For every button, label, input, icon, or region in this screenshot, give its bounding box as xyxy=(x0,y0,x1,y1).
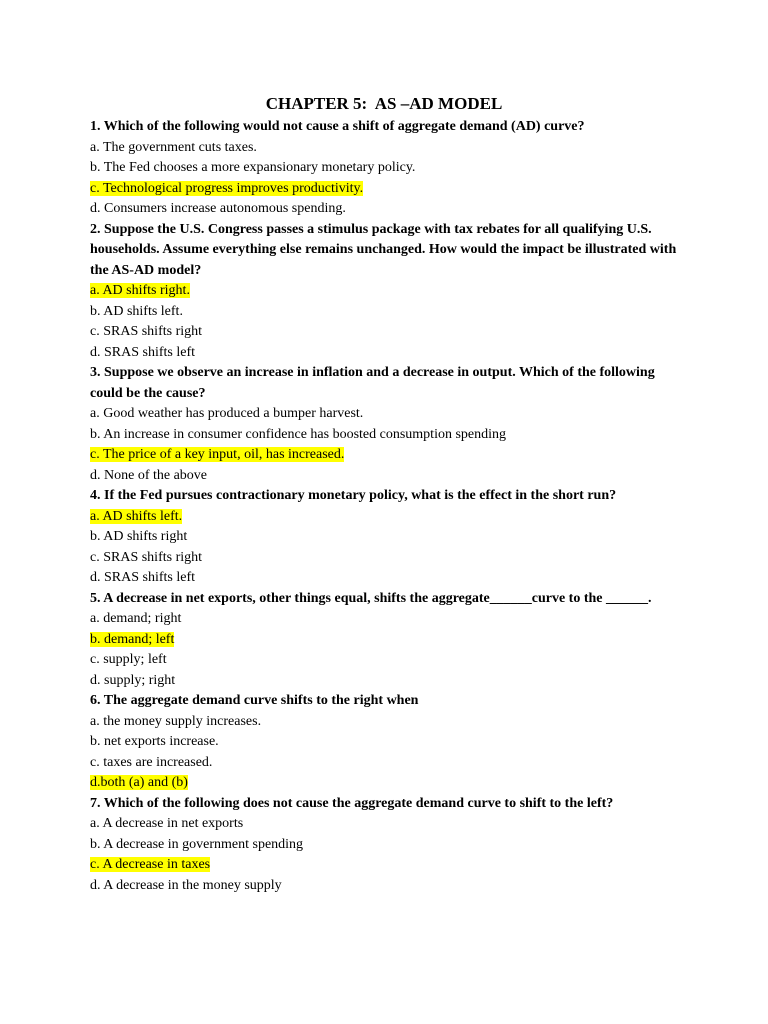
option-text: d. SRAS shifts left xyxy=(90,570,196,585)
answer-option xyxy=(90,712,680,733)
option-text: d.both (a) and (b) xyxy=(90,775,188,790)
option-text: b. net exports increase. xyxy=(90,734,219,749)
question-text: 7. Which of the following does not cause the aggregate demand curve to shift to the left? xyxy=(90,795,614,811)
option-text: c. SRAS shifts right xyxy=(90,549,203,565)
option-text: c. Technological progress improves productivity. xyxy=(90,180,364,196)
answer-option-highlighted xyxy=(90,281,680,302)
question-text: 2. Suppose the U.S. Congress passes a stimulus package with tax rebates for all qualifying U.S. households. Assume everything else remains unchanged. How would the impact be illustrated with the AS-AD model? xyxy=(90,221,677,278)
option-text: b. demand; left xyxy=(90,631,175,647)
option-text: a. AD shifts left. xyxy=(90,508,183,524)
answer-option-highlighted xyxy=(90,855,680,876)
answer-option xyxy=(90,671,680,692)
option-text: d. None of the above xyxy=(90,467,208,483)
answer-option-highlighted xyxy=(90,630,680,651)
answer-option-highlighted xyxy=(90,773,680,794)
answer-option-highlighted xyxy=(90,507,680,528)
question-block xyxy=(90,794,680,897)
option-text: d. Consumers increase autonomous spending. xyxy=(90,201,346,216)
option-text: a. the money supply increases. xyxy=(90,713,262,729)
answer-option xyxy=(90,425,680,446)
answer-option xyxy=(90,527,680,548)
answer-option xyxy=(90,650,680,671)
option-text: a. AD shifts right. xyxy=(90,283,190,298)
option-text: a. Good weather has produced a bumper harvest. xyxy=(90,406,364,421)
option-text: c. taxes are increased. xyxy=(90,754,213,770)
option-text: d. A decrease in the money supply xyxy=(90,877,282,893)
answer-option xyxy=(90,876,680,897)
question-text: 5. A decrease in net exports, other things equal, shifts the aggregate______curve to the ______. xyxy=(90,590,652,606)
answer-option xyxy=(90,404,680,425)
answer-option xyxy=(90,158,680,179)
question-block xyxy=(90,691,680,794)
question-block xyxy=(90,486,680,589)
answer-option xyxy=(90,814,680,835)
answer-option xyxy=(90,302,680,323)
answer-option xyxy=(90,732,680,753)
question-text: 6. The aggregate demand curve shifts to the right when xyxy=(90,693,419,708)
option-text: b. AD shifts left. xyxy=(90,303,183,319)
question-list xyxy=(90,117,680,896)
answer-option xyxy=(90,322,680,343)
option-text: d. SRAS shifts left xyxy=(90,344,196,360)
answer-option-highlighted xyxy=(90,445,680,466)
question-block xyxy=(90,589,680,692)
option-text: c. SRAS shifts right xyxy=(90,324,203,339)
answer-option xyxy=(90,548,680,569)
question-block xyxy=(90,220,680,364)
question-block xyxy=(90,363,680,486)
option-text: c. The price of a key input, oil, has increased. xyxy=(90,447,345,462)
question-text: 4. If the Fed pursues contractionary monetary policy, what is the effect in the short run? xyxy=(90,488,617,503)
option-text: b. The Fed chooses a more expansionary monetary policy. xyxy=(90,160,416,175)
option-text: d. supply; right xyxy=(90,672,176,688)
question-text: 1. Which of the following would not cause a shift of aggregate demand (AD) curve? xyxy=(90,119,585,134)
question-text: 3. Suppose we observe an increase in inflation and a decrease in output. Which of the following could be the cause? xyxy=(90,365,655,401)
option-text: a. A decrease in net exports xyxy=(90,816,244,831)
option-text: a. demand; right xyxy=(90,611,182,626)
answer-option-highlighted xyxy=(90,179,680,200)
page-title: CHAPTER 5: AS –AD MODEL xyxy=(265,94,503,113)
answer-option xyxy=(90,199,680,220)
question-block xyxy=(90,117,680,220)
answer-option xyxy=(90,466,680,487)
option-text: b. An increase in consumer confidence has boosted consumption spending xyxy=(90,426,507,442)
option-text: b. A decrease in government spending xyxy=(90,836,304,852)
option-text: a. The government cuts taxes. xyxy=(90,139,257,155)
answer-option xyxy=(90,835,680,856)
answer-option xyxy=(90,609,680,630)
option-text: c. supply; left xyxy=(90,652,167,667)
answer-option xyxy=(90,138,680,159)
answer-option xyxy=(90,343,680,364)
option-text: c. A decrease in taxes xyxy=(90,857,211,872)
option-text: b. AD shifts right xyxy=(90,529,188,544)
answer-option xyxy=(90,568,680,589)
answer-option xyxy=(90,753,680,774)
